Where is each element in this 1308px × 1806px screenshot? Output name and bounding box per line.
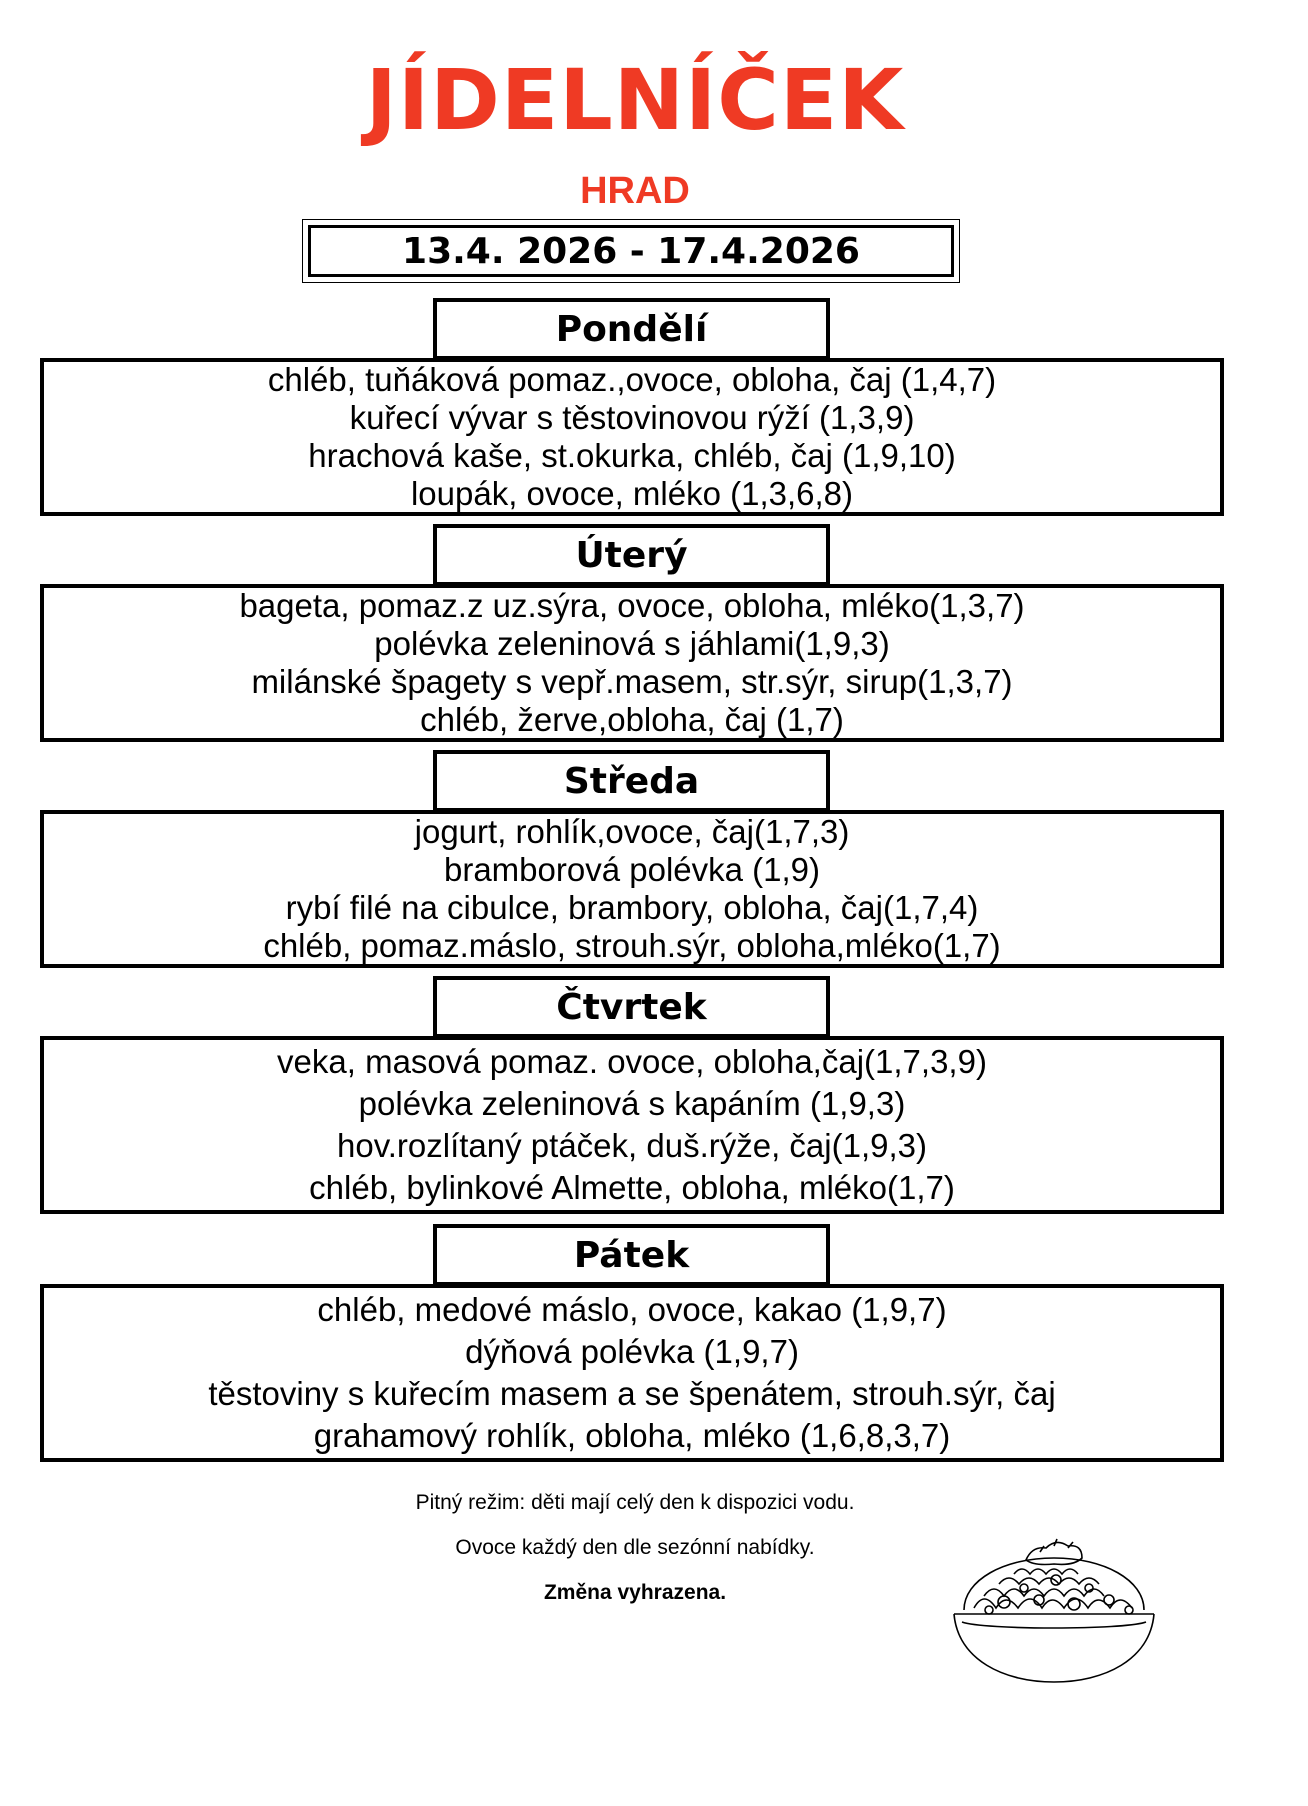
meal-item: bageta, pomaz.z uz.sýra, ovoce, obloha, mléko(1,3,7) xyxy=(239,587,1025,624)
day-label-friday: Pátek xyxy=(433,1224,830,1286)
meal-item: loupák, ovoce, mléko (1,3,6,8) xyxy=(410,475,854,512)
meal-item: chléb, pomaz.máslo, strouh.sýr, obloha,mléko(1,7) xyxy=(263,927,1001,964)
meal-item: grahamový rohlík, obloha, mléko (1,6,8,3,7) xyxy=(313,1417,951,1454)
day-menu-thursday xyxy=(40,1036,1224,1214)
meal-item: polévka zeleninová s jáhlami(1,9,3) xyxy=(374,625,890,662)
meal-item: bramborová polévka (1,9) xyxy=(443,851,821,888)
meal-item: dýňová polévka (1,9,7) xyxy=(465,1333,799,1370)
meal-item: milánské špagety s vepř.masem, str.sýr, sirup(1,3,7) xyxy=(251,663,1013,700)
meal-item: polévka zeleninová s kapáním (1,9,3) xyxy=(358,1085,906,1122)
note-fruit: Ovoce každý den dle sezónní nabídky. xyxy=(455,1536,815,1559)
meal-item: chléb, tuňáková pomaz.,ovoce, obloha, čaj (1,4,7) xyxy=(267,361,997,398)
note-drinking: Pitný režim: děti mají celý den k dispozici vodu. xyxy=(415,1491,855,1514)
day-label-thursday: Čtvrtek xyxy=(433,976,830,1038)
date-range: 13.4. 2026 - 17.4.2026 xyxy=(308,225,954,277)
meal-item: veka, masová pomaz. ovoce, obloha,čaj(1,7,3,9) xyxy=(277,1043,987,1080)
meal-item: hov.rozlítaný ptáček, duš.rýže, čaj(1,9,3) xyxy=(337,1127,927,1164)
meal-item: jogurt, rohlík,ovoce, čaj(1,7,3) xyxy=(414,813,850,850)
day-label-wednesday: Středa xyxy=(433,750,830,812)
meal-item: rybí filé na cibulce, brambory, obloha, čaj(1,7,4) xyxy=(285,889,979,926)
meal-item: kuřecí vývar s těstovinovou rýží (1,3,9) xyxy=(349,399,915,436)
day-menu-wednesday xyxy=(40,810,1224,968)
meal-item: chléb, žerve,obloha, čaj (1,7) xyxy=(420,701,844,738)
day-menu-monday xyxy=(40,358,1224,516)
page-title: JÍDELNÍČEK xyxy=(365,51,905,149)
meal-item: hrachová kaše, st.okurka, chléb, čaj (1,9,10) xyxy=(308,437,956,474)
meal-item: těstoviny s kuřecím masem a se špenátem, strouh.sýr, čaj xyxy=(208,1375,1056,1412)
day-menu-tuesday xyxy=(40,584,1224,742)
meal-item: chléb, bylinkové Almette, obloha, mléko(1,7) xyxy=(309,1169,955,1206)
date-range-box xyxy=(302,219,960,283)
day-label-monday: Pondělí xyxy=(433,298,830,360)
spaghetti-bowl-icon xyxy=(944,1530,1164,1690)
day-label-tuesday: Úterý xyxy=(433,524,830,586)
day-menu-friday xyxy=(40,1284,1224,1462)
page-subtitle: HRAD xyxy=(580,170,690,212)
note-change: Změna vyhrazena. xyxy=(543,1581,727,1604)
meal-item: chléb, medové máslo, ovoce, kakao (1,9,7) xyxy=(317,1291,947,1328)
